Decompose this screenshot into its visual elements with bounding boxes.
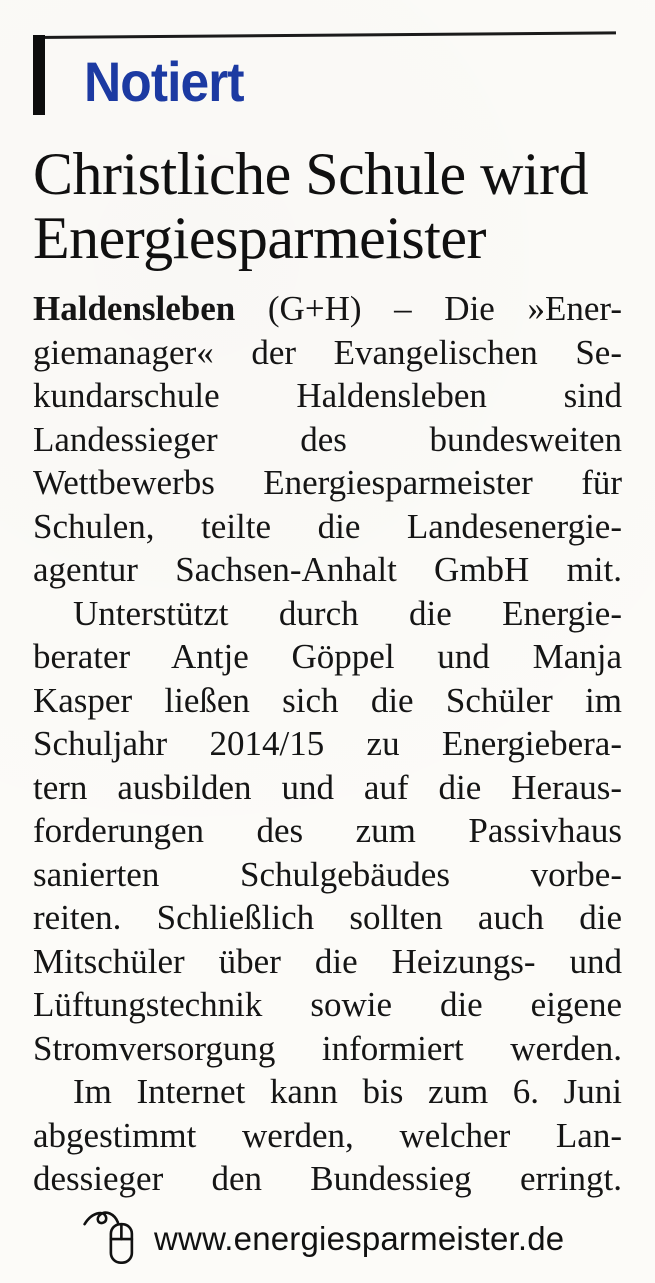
body-line: Wettbewerbs Energiesparmeister für [33, 463, 622, 502]
url-text: www.energiesparmeister.de [154, 1220, 565, 1257]
body-line: sanierten Schulgebäudes vorbe- [33, 854, 622, 894]
article-headline [33, 142, 625, 270]
headline-line-2: Energiesparmeister [33, 205, 487, 271]
body-line: agentur Sachsen-Anhalt GmbH mit. [33, 550, 622, 589]
section-top-rule [34, 31, 616, 39]
computer-mouse-icon [82, 1207, 138, 1271]
body-line: Stromversorgung informiert werden. [33, 1028, 622, 1068]
url-footer [82, 1204, 564, 1274]
body-line: forderungen des zum Passivhaus [33, 811, 622, 850]
body-line: kundarschule Haldensleben sind [33, 376, 622, 415]
body-line: dessieger den Bundessieg erringt. [33, 1159, 622, 1198]
dateline-bold: Haldensleben [33, 289, 236, 328]
body-line: Landessieger des bundesweiten [33, 419, 622, 459]
body-line: Im Internet kann bis zum 6. Juni [73, 1072, 622, 1111]
body-line: Schuljahr 2014/15 zu Energiebera- [33, 724, 622, 763]
section-left-bar [33, 35, 45, 115]
body-line: Lüftungstechnik sowie die eigene [33, 985, 622, 1024]
body-line: giemanager« der Evangelischen Se- [33, 332, 622, 372]
article-body [33, 287, 622, 1201]
body-line: Kasper ließen sich die Schüler im [33, 680, 622, 720]
body-text: (G+H) – Die »Ener- [235, 289, 622, 328]
body-line: reiten. Schließlich sollten auch die [33, 898, 622, 937]
headline-line-1: Christliche Schule wird [33, 141, 589, 207]
body-line: Unterstützt durch die Energie- [73, 593, 622, 633]
body-line: Schulen, teilte die Landesenergie- [33, 506, 622, 546]
body-line [33, 287, 622, 331]
section-kicker: Notiert [84, 50, 244, 113]
body-line: tern ausbilden und auf die Heraus- [33, 767, 622, 807]
body-line: berater Antje Göppel und Manja [33, 637, 622, 676]
body-line: Mitschüler über die Heizungs- und [33, 941, 622, 981]
body-line: abgestimmt werden, welcher Lan- [33, 1115, 622, 1155]
